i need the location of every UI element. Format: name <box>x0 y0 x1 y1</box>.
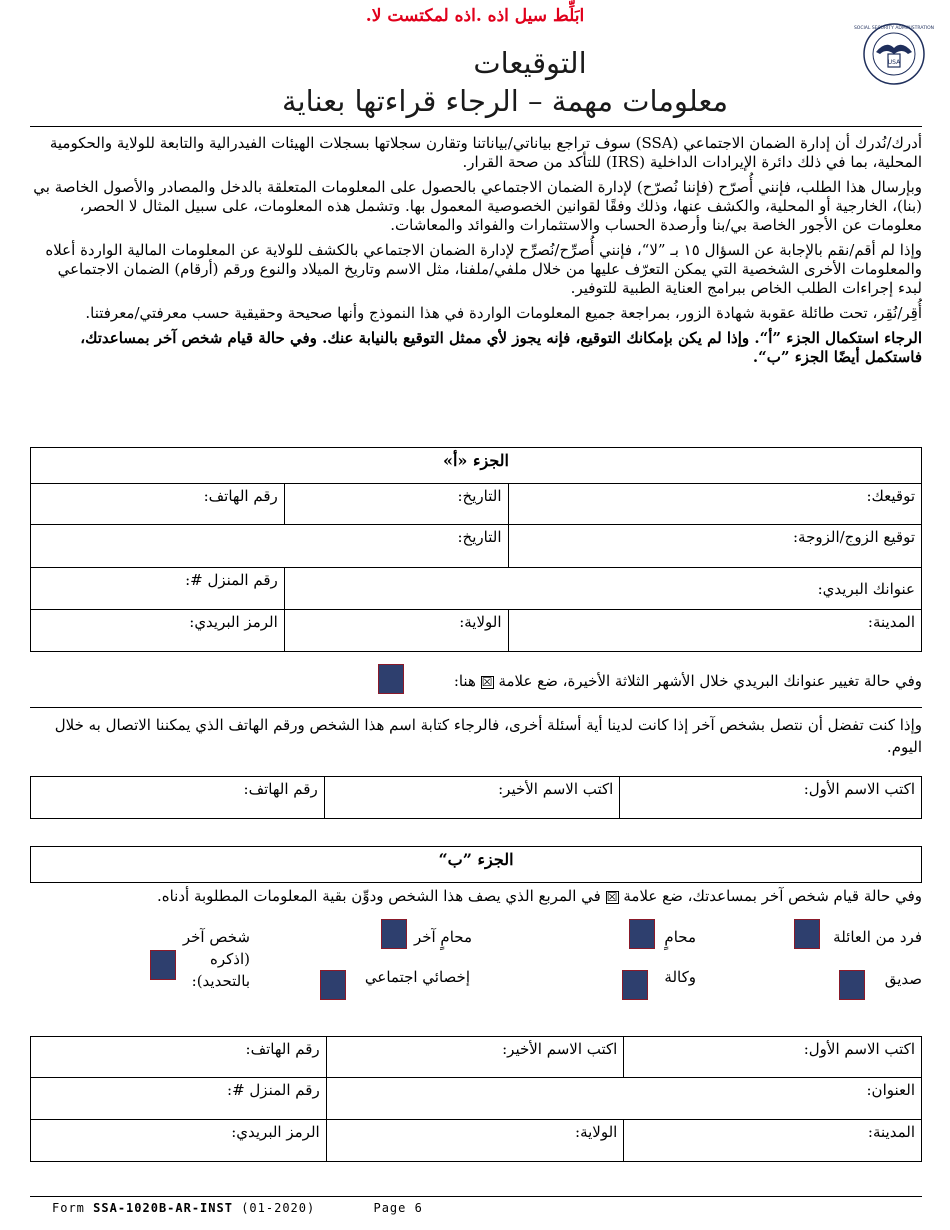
part-b-instruction-after: في المربع الذي يصف هذا الشخص ودوِّن بقية المعلومات المطلوبة أدناه. <box>156 887 601 905</box>
paragraph-authorization: وبإرسال هذا الطلب، فإنني أُصرّح (فإننا نُصرّح) لإدارة الضمان الاجتماعي بالحصول على المعلومات المتعلقة بالدخل والمصادر والأصول الخاصة بي (بنا)، الخارجية أو المحلية، والكشف عنها، وذلك وفقًا لقوانين الخصوصية المعمول بها. وتشمل هذه المعلومات، على سبيل المثال لا الحصر، معلومات عن الأجور الخاصة بي/بنا وأرصدة الحساب والاستثمارات والفوائد والمعاشات. <box>33 178 922 234</box>
part-b-table <box>30 1036 922 1162</box>
part-b-header: الجزء ”ب“ <box>31 847 922 883</box>
helper-apt-field[interactable] <box>31 1078 327 1120</box>
part-a-header: الجزء «أ» <box>31 448 922 484</box>
helper-city-field[interactable] <box>624 1120 922 1162</box>
part-b-instruction <box>30 887 922 905</box>
x-mark-icon: ☒ <box>606 889 618 904</box>
phone-field[interactable] <box>31 484 285 525</box>
other-person-checkbox[interactable] <box>150 950 176 980</box>
option-lawyer-label: محامٍ <box>664 928 696 946</box>
mailing-address-field[interactable] <box>284 568 921 610</box>
family-checkbox[interactable] <box>794 919 820 949</box>
footer-form-date: (01-2020) <box>241 1201 316 1215</box>
option-family-label: فرد من العائلة <box>833 928 922 946</box>
city-field[interactable] <box>508 610 922 652</box>
ssa-seal-logo <box>853 22 935 86</box>
footer-divider <box>30 1196 922 1197</box>
contact-phone-label: رقم الهاتف: <box>243 780 318 798</box>
signature-field[interactable] <box>508 484 922 525</box>
contact-last-name-field[interactable] <box>324 777 620 819</box>
footer-page-number: Page 6 <box>373 1201 423 1215</box>
date-field[interactable] <box>284 484 508 525</box>
option-agency-label: وكالة <box>664 968 696 986</box>
date-label: التاريخ: <box>457 487 502 505</box>
lawyer-checkbox[interactable] <box>629 919 655 949</box>
spouse-signature-label: توقيع الزوج/الزوجة: <box>793 528 915 546</box>
seal-center-text: USA <box>887 59 901 66</box>
helper-apt-label: رقم المنزل #: <box>227 1081 320 1099</box>
part-a-table <box>30 447 922 652</box>
part-b-header-table <box>30 846 922 883</box>
contact-phone-field[interactable] <box>31 777 325 819</box>
helper-last-name-label: اكتب الاسم الأخير: <box>502 1040 618 1058</box>
form-footer <box>52 1201 423 1215</box>
address-change-text: وفي حالة تغيير عنوانك البريدي خلال الأشهر الثلاثة الأخيرة، ضع علامة <box>498 672 922 690</box>
contact-table <box>30 776 922 819</box>
helper-city-label: المدينة: <box>867 1123 915 1141</box>
title-divider <box>30 126 922 127</box>
part-b-instruction-before: وفي حالة قيام شخص آخر بمساعدتك، ضع علامة <box>623 887 922 905</box>
spouse-date-label: التاريخ: <box>457 528 502 546</box>
paragraph-perjury: أُقِر/نُقِر، تحت طائلة عقوبة شهادة الزور، بمراجعة جميع المعلومات الواردة في هذا النموذج وأنها صحيحة وحقيقية حسب معرفتي/معرفتنا. <box>85 304 922 322</box>
page-title: التوقيعات <box>473 46 587 80</box>
address-change-checkbox[interactable] <box>378 664 404 694</box>
option-other-lawyer-label: محامٍ آخر <box>413 928 472 946</box>
paragraph-state-disclosure: وإذا لم أقم/نقم بالإجابة عن السؤال ١٥ بـ ”لا“، فإنني أُصرِّح/نُصرِّح لإدارة الضمان الاجتماعي بالكشف للولاية عن المعلومات المالية الواردة أعلاه والمعلومات الأخرى الشخصية التي يمكن التعرّف عليها من خلال ملفي/ملفنا، مثل الاسم وتاريخ الميلاد والنوع ورقم (أرقام) الضمان الاجتماعي لبدء إجراءات الطلب الخاص ببرامج العناية الطبية للتوفير. <box>45 241 922 297</box>
mailing-address-label: عنوانك البريدي: <box>817 580 915 598</box>
helper-state-field[interactable] <box>326 1120 624 1162</box>
helper-zip-field[interactable] <box>31 1120 327 1162</box>
option-other-person-label: شخص آخر (اذكره بالتحديد): <box>182 928 250 990</box>
spouse-signature-field[interactable] <box>508 525 922 568</box>
seal-ring-text: SOCIAL SECURITY ADMINISTRATION <box>853 26 935 31</box>
helper-last-name-field[interactable] <box>326 1037 624 1078</box>
state-label: الولاية: <box>459 613 502 631</box>
helper-first-name-label: اكتب الاسم الأول: <box>803 1040 915 1058</box>
option-social-worker-label: إخصائي اجتماعي <box>364 968 470 986</box>
page-subtitle: معلومات مهمة – الرجاء قراءتها بعناية <box>282 84 728 118</box>
phone-label: رقم الهاتف: <box>203 487 278 505</box>
spouse-date-field[interactable] <box>31 525 509 568</box>
section-divider <box>30 707 922 708</box>
zip-label: الرمز البريدي: <box>189 613 278 631</box>
footer-form-label: Form <box>52 1201 85 1215</box>
paragraph-instructions: الرجاء استكمال الجزء ”أ“. وإذا لم يكن بإمكانك التوقيع، فإنه يجوز لأي ممثل التوقيع بالنيابة عنك. وفي حالة قيام شخص آخر بمساعدتك، فاستكمل أيضًا الجزء ”ب“. <box>80 329 922 366</box>
contact-first-name-label: اكتب الاسم الأول: <box>803 780 915 798</box>
friend-checkbox[interactable] <box>839 970 865 1000</box>
apt-field[interactable] <box>31 568 285 610</box>
intro-paragraphs <box>30 134 922 373</box>
contact-last-name-label: اكتب الاسم الأخير: <box>498 780 614 798</box>
helper-first-name-field[interactable] <box>624 1037 922 1078</box>
state-field[interactable] <box>284 610 508 652</box>
address-change-here: هنا: <box>453 672 476 690</box>
signature-label: توقيعك: <box>866 487 915 505</box>
paragraph-ssa-review: أدرك/نُدرك أن إدارة الضمان الاجتماعي (SSA) سوف تراجع بياناتي/بياناتنا وتقارن سجلاتها بسجلات الهيئات الفيدرالية والتابعة للولاية والحكومية المحلية، بما في ذلك دائرة الإيرادات الداخلية (IRS) للتأكد من صحة القرار. <box>49 134 922 171</box>
apt-label: رقم المنزل #: <box>185 571 278 589</box>
social-worker-checkbox[interactable] <box>320 970 346 1000</box>
zip-field[interactable] <box>31 610 285 652</box>
contact-instruction: وإذا كنت تفضل أن نتصل بشخص آخر إذا كانت لدينا أية أسئلة أخرى، فالرجاء كتابة اسم هذا الشخص ورقم الهاتف الذي يمكننا الاتصال به خلال اليوم. <box>54 716 922 756</box>
x-mark-icon: ☒ <box>481 674 493 689</box>
no-print-warning: ابَلِّط سيل اذه .اذه لمكتست لا. <box>365 6 585 26</box>
helper-address-field[interactable] <box>326 1078 921 1120</box>
other-lawyer-checkbox[interactable] <box>381 919 407 949</box>
helper-state-label: الولاية: <box>575 1123 618 1141</box>
helper-zip-label: الرمز البريدي: <box>231 1123 320 1141</box>
helper-phone-field[interactable] <box>31 1037 327 1078</box>
address-change-line <box>378 672 922 690</box>
helper-address-label: العنوان: <box>866 1081 915 1099</box>
city-label: المدينة: <box>867 613 915 631</box>
option-friend-label: صديق <box>884 970 922 988</box>
contact-first-name-field[interactable] <box>620 777 922 819</box>
footer-form-number: SSA-1020B-AR-INST <box>93 1201 233 1215</box>
agency-checkbox[interactable] <box>622 970 648 1000</box>
helper-phone-label: رقم الهاتف: <box>245 1040 320 1058</box>
